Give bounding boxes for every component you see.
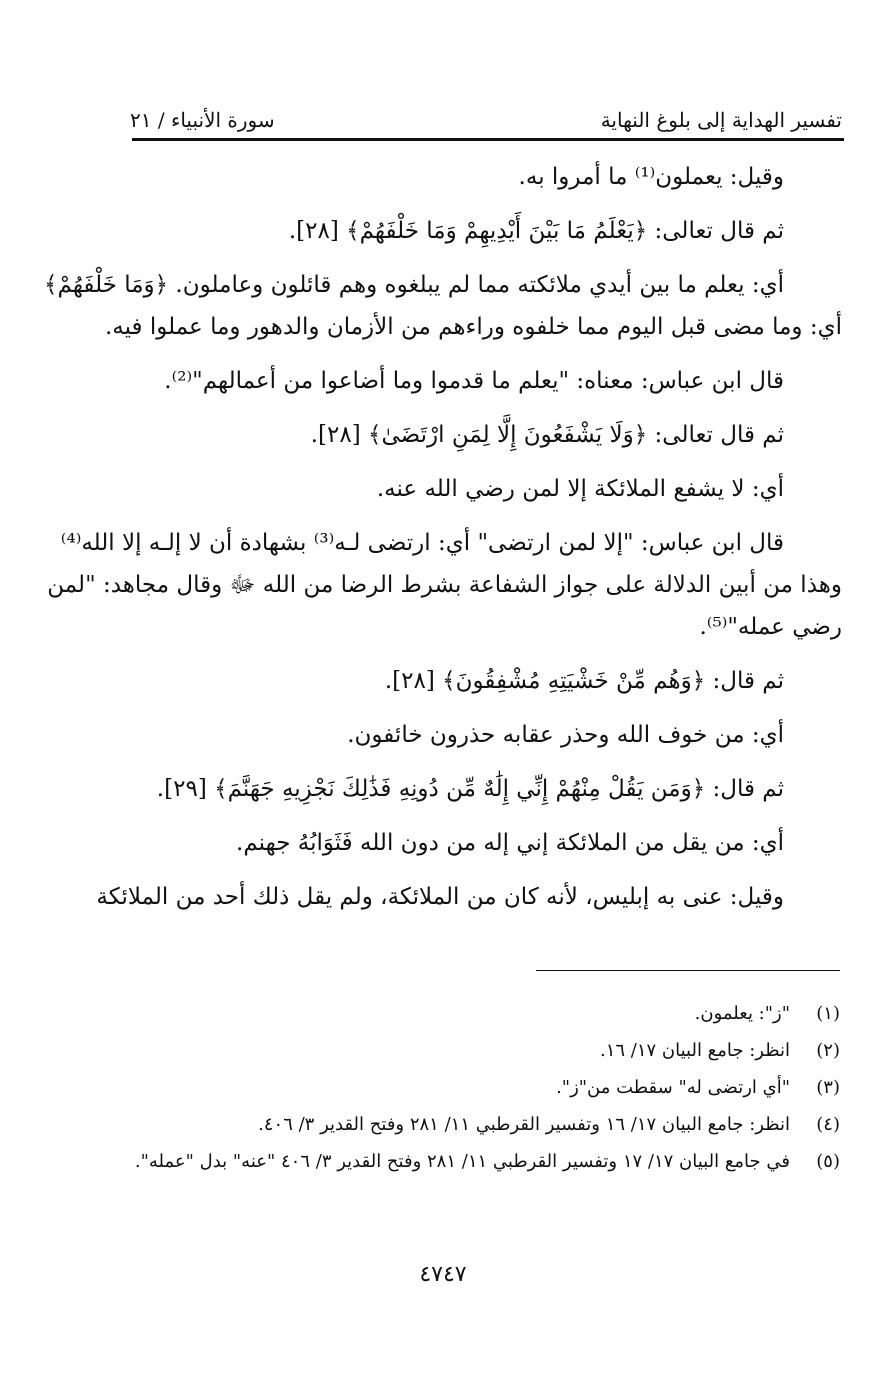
footnote-number: (٤) [816,1114,840,1135]
footnote-separator [536,970,840,971]
text-line: أي: وما مضى قبل اليوم مما خلفوه وراءهم من الأزمان والدهور وما عملوا فيه. [104,314,842,340]
footnote [132,1148,840,1176]
running-header [130,96,842,132]
text-line: قال ابن عباس: معناه: "يعلم ما قدموا وما أضاعوا من أعمالهم"⁽²⁾. [164,368,784,394]
text-line: ثم قال تعالى: ﴿يَعْلَمُ مَا بَيْنَ أَيْدِيهِمْ وَمَا خَلْفَهُمْ﴾ [٢٨]. [288,218,784,244]
footnote-text: "أي ارتضى له" سقطت من"ز". [556,1077,790,1098]
footnote-number: (٣) [816,1077,840,1098]
text-line: وهذا من أبين الدلالة على جواز الشفاعة بشرط الرضا من الله ﷻ وقال مجاهد: "لمن [47,572,842,598]
page-number: ٤٧٤٧ [419,1262,467,1287]
text-line: أي: لا يشفع الملائكة إلا لمن رضي الله عنه. [376,476,784,502]
footnotes [132,1000,840,1185]
footnote [132,1074,840,1102]
text-line: أي: من خوف الله وحذر عقابه حذرون خائفون. [347,722,784,748]
footnote-number: (٥) [816,1151,840,1172]
text-line: قال ابن عباس: "إلا لمن ارتضى" أي: ارتضى لـه⁽³⁾ بشهادة أن لا إلـه إلا الله⁽⁴⁾ [60,530,784,556]
surah-reference: سورة الأنبياء / ٢١ [130,108,275,132]
text-line: ثم قال: ﴿وَهُم مِّنْ خَشْيَتِهِ مُشْفِقُونَ﴾ [٢٨]. [384,668,784,694]
header-rule [132,138,844,141]
footnote-number: (١) [816,1003,840,1024]
book-title: تفسير الهداية إلى بلوغ النهاية [600,108,842,132]
footnote-number: (٢) [816,1040,840,1061]
text-line: ثم قال تعالى: ﴿وَلَا يَشْفَعُونَ إِلَّا لِمَنِ ارْتَضَىٰ﴾ [٢٨]. [310,422,784,448]
footnote-text: انظر: جامع البيان ١٧/ ١٦. [599,1040,790,1061]
footnote-text: انظر: جامع البيان ١٧/ ١٦ وتفسير القرطبي ١١/ ٢٨١ وفتح القدير ٣/ ٤٠٦. [258,1114,790,1135]
text-line: أي: من يقل من الملائكة إني إله من دون الله فَثَوَابُهُ جهنم. [236,830,784,856]
footnote [132,1037,840,1065]
footnote-text: "ز": يعلمون. [694,1003,790,1024]
text-line: ثم قال: ﴿وَمَن يَقُلْ مِنْهُمْ إِنِّي إِلَٰهٌ مِّن دُونِهِ فَذَٰلِكَ نَجْزِيهِ جَهَنَّمَ﴾ [٢٩]. [156,776,784,802]
text-line: وقيل: عنى به إبليس، لأنه كان من الملائكة، ولم يقل ذلك أحد من الملائكة [96,884,784,910]
footnote-text: في جامع البيان ١٧/ ١٧ وتفسير القرطبي ١١/ ٢٨١ وفتح القدير ٣/ ٤٠٦ "عنه" بدل "عمله". [134,1151,790,1172]
footnote [132,1000,840,1028]
text-line: رضي عمله"⁽⁵⁾. [699,614,842,640]
text-line: أي: يعلم ما بين أيدي ملائكته مما لم يبلغوه وهم قائلون وعاملون. ﴿وَمَا خَلْفَهُمْ﴾ [44,272,784,298]
text-line: وقيل: يعملون⁽¹⁾ ما أمروا به. [518,164,784,190]
footnote [132,1111,840,1139]
main-text [44,162,842,936]
